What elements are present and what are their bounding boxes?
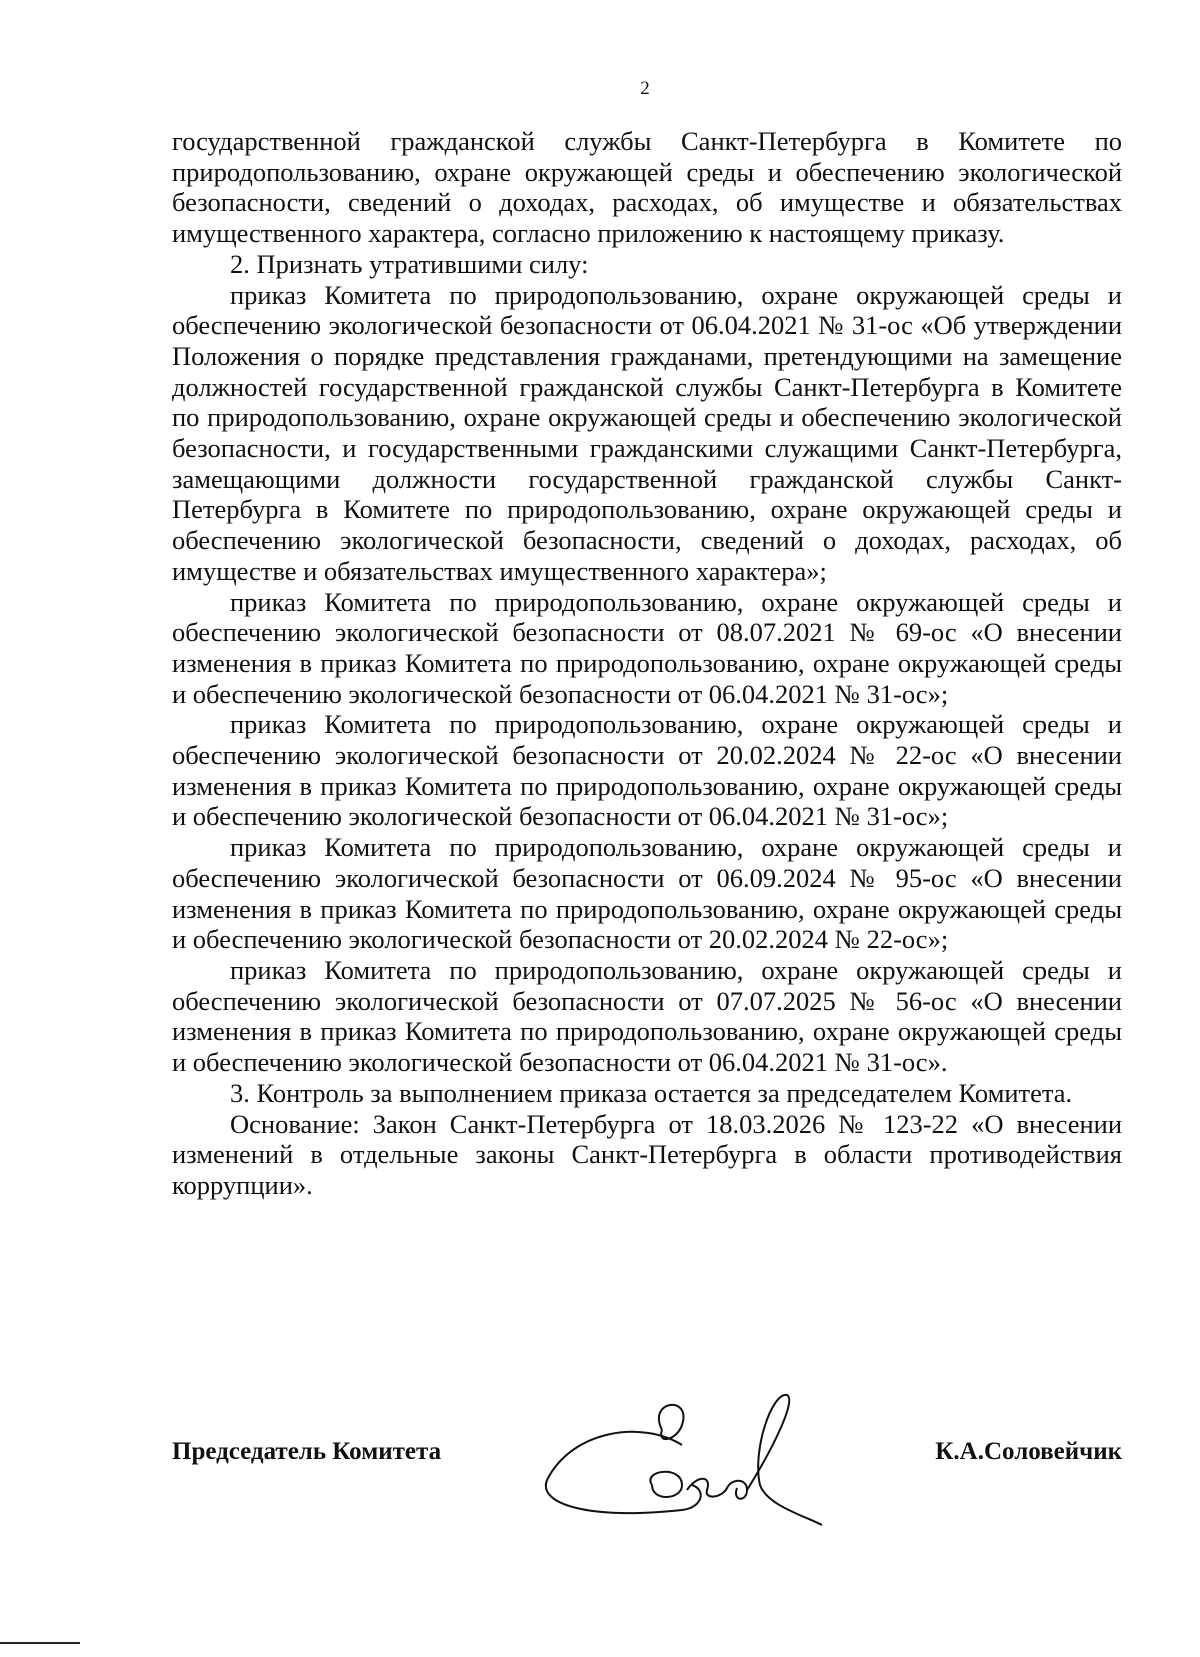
document-body <box>172 126 1122 1201</box>
paragraph-continuation: государственной гражданской службы Санкт-Петербурга в Комитете по природопользованию, охране окружающей среды и обеспечению экологической безопасности, сведений о доходах, расходах, об имуществе и обязательствах имущественного характера, согласно приложению к настоящему приказу. <box>172 126 1122 249</box>
paragraph-order-56-os: приказ Комитета по природопользованию, охране окружающей среды и обеспечению экологической безопасности от 07.07.2025 № 56-ос «О внесении изменения в приказ Комитета по природопользованию, охране окружающей среды и обеспечению экологической безопасности от 06.04.2021 № 31-ос». <box>172 954 1122 1078</box>
signer-position: Председатель Комитета <box>172 1438 442 1465</box>
signer-name: К.А.Соловейчик <box>935 1438 1122 1465</box>
page-number: 2 <box>640 78 650 99</box>
handwritten-signature <box>532 1390 832 1530</box>
footer-divider <box>0 1642 80 1644</box>
paragraph-item-3: 3. Контроль за выполнением приказа остается за председателем Комитета. <box>230 1077 1073 1108</box>
signature-block <box>172 1410 1122 1530</box>
paragraph-order-69-os: приказ Комитета по природопользованию, охране окружающей среды и обеспечению экологической безопасности от 08.07.2021 № 69-ос «О внесении изменения в приказ Комитета по природопользованию, охране окружающей среды и обеспечению экологической безопасности от 06.04.2021 № 31-ос»; <box>172 586 1122 709</box>
paragraph-order-31-os: приказ Комитета по природопользованию, охране окружающей среды и обеспечению экологической безопасности от 06.04.2021 № 31-ос «Об утверждении Положения о порядке представления гражданами, претендующими на замещение должностей государственной гражданской службы Санкт-Петербурга в Комитете по природопользованию, охране окружающей среды и обеспечению экологической безопасности, и государственными гражданскими служащими Санкт-Петербурга, замещающими должности государственной гражданской службы Санкт-Петербурга в Комитете по природопользованию, охране окружающей среды и обеспечению экологической безопасности, сведений о доходах, расходах, об имуществе и обязательствах имущественного характера»; <box>172 279 1122 586</box>
paragraph-item-2: 2. Признать утратившими силу: <box>230 248 589 279</box>
paragraph-order-95-os: приказ Комитета по природопользованию, охране окружающей среды и обеспечению экологической безопасности от 06.09.2024 № 95-ос «О внесении изменения в приказ Комитета по природопользованию, охране окружающей среды и обеспечению экологической безопасности от 20.02.2024 № 22-ос»; <box>172 832 1122 955</box>
paragraph-basis: Основание: Закон Санкт-Петербурга от 18.03.2026 № 123-22 «О внесении изменений в отдельные законы Санкт-Петербурга в области противодействия коррупции». <box>172 1108 1122 1200</box>
paragraph-order-22-os: приказ Комитета по природопользованию, охране окружающей среды и обеспечению экологической безопасности от 20.02.2024 № 22-ос «О внесении изменения в приказ Комитета по природопользованию, охране окружающей среды и обеспечению экологической безопасности от 06.04.2021 № 31-ос»; <box>172 709 1122 832</box>
